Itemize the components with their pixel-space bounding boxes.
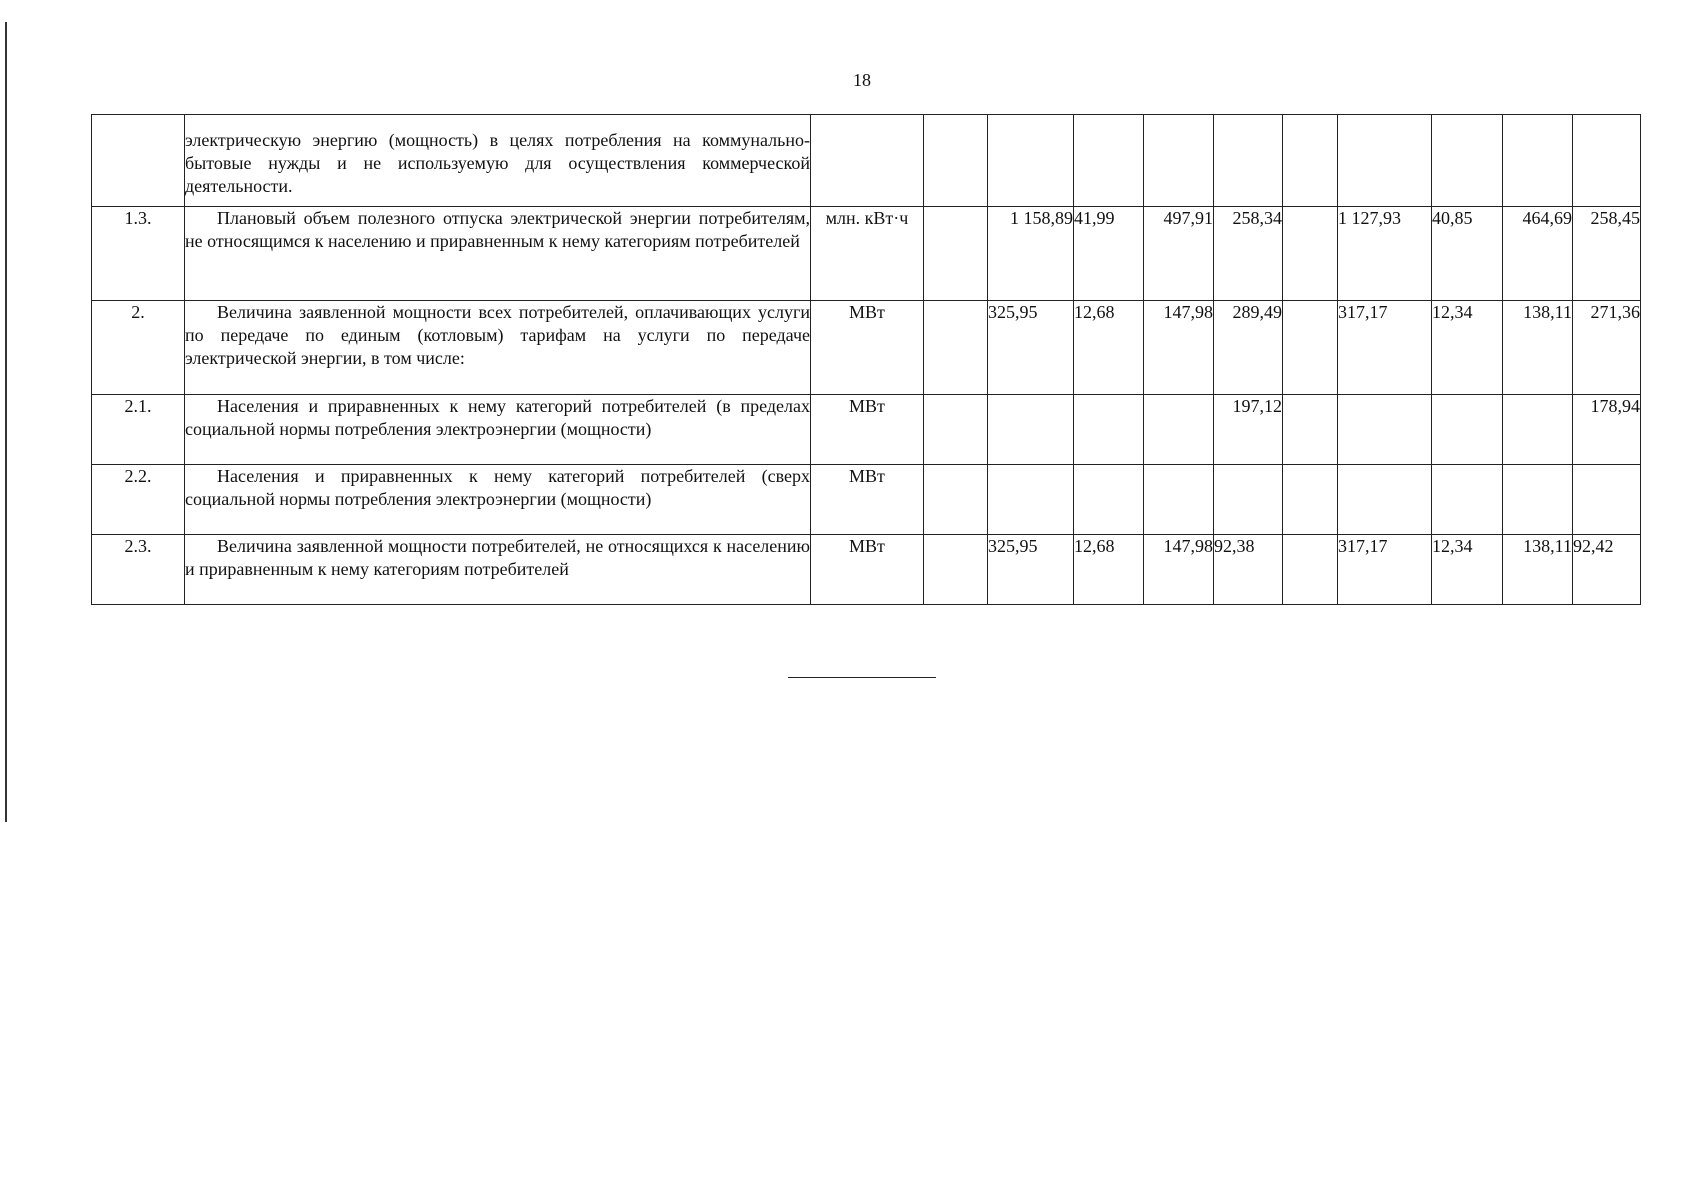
value-cell bbox=[1074, 395, 1144, 465]
value-cell: 92,42 bbox=[1573, 535, 1641, 605]
row-number: 2. bbox=[92, 301, 185, 395]
row-unit: млн. кВт·ч bbox=[811, 207, 924, 301]
table-row bbox=[92, 207, 1641, 301]
value-cell bbox=[1283, 301, 1338, 395]
row-description bbox=[185, 115, 811, 207]
value-cell: 197,12 bbox=[1214, 395, 1283, 465]
row-description-text: Величина заявленной мощности потребителей, не относящихся к населению и приравненным к нему категориям потребителей bbox=[185, 536, 810, 579]
value-cell: 12,68 bbox=[1074, 301, 1144, 395]
value-cell bbox=[1144, 395, 1214, 465]
row-number: 1.3. bbox=[92, 207, 185, 301]
value-cell: 317,17 bbox=[1338, 535, 1432, 605]
value-cell: 464,69 bbox=[1503, 207, 1573, 301]
value-cell: 178,94 bbox=[1573, 395, 1641, 465]
value-cell bbox=[924, 115, 988, 207]
scan-edge-line bbox=[5, 22, 7, 822]
value-cell bbox=[924, 465, 988, 535]
value-cell bbox=[1338, 395, 1432, 465]
value-cell bbox=[1432, 465, 1503, 535]
value-cell bbox=[988, 465, 1074, 535]
value-cell bbox=[1283, 115, 1338, 207]
value-cell bbox=[924, 301, 988, 395]
row-description bbox=[185, 395, 811, 465]
row-description-text: Величина заявленной мощности всех потребителей, оплачивающих услуги по передаче по единым (котловым) тарифам на услуги по передаче электрической энергии, в том числе: bbox=[185, 302, 810, 368]
row-unit: МВт bbox=[811, 301, 924, 395]
value-cell bbox=[988, 115, 1074, 207]
value-cell bbox=[1283, 395, 1338, 465]
row-description-text: Плановый объем полезного отпуска электрической энергии потребителям, не относящимся к населению и приравненным к нему категориям потребителей bbox=[185, 208, 810, 251]
value-cell: 289,49 bbox=[1214, 301, 1283, 395]
table-row bbox=[92, 395, 1641, 465]
value-cell: 1 158,89 bbox=[988, 207, 1074, 301]
value-cell bbox=[1432, 395, 1503, 465]
value-cell: 325,95 bbox=[988, 301, 1074, 395]
value-cell bbox=[1074, 115, 1144, 207]
row-unit: МВт bbox=[811, 465, 924, 535]
row-number bbox=[92, 115, 185, 207]
row-description bbox=[185, 207, 811, 301]
value-cell bbox=[1432, 115, 1503, 207]
value-cell: 271,36 bbox=[1573, 301, 1641, 395]
value-cell bbox=[1283, 465, 1338, 535]
value-cell: 12,34 bbox=[1432, 301, 1503, 395]
value-cell: 497,91 bbox=[1144, 207, 1214, 301]
value-cell bbox=[924, 207, 988, 301]
value-cell: 1 127,93 bbox=[1338, 207, 1432, 301]
row-description-text: Населения и приравненных к нему категорий потребителей (в пределах социальной нормы потребления электроэнергии (мощности) bbox=[185, 396, 810, 439]
value-cell: 138,11 bbox=[1503, 301, 1573, 395]
value-cell bbox=[1214, 465, 1283, 535]
value-cell bbox=[924, 395, 988, 465]
value-cell bbox=[1074, 465, 1144, 535]
row-description bbox=[185, 465, 811, 535]
value-cell bbox=[1338, 115, 1432, 207]
row-description bbox=[185, 301, 811, 395]
row-description bbox=[185, 535, 811, 605]
value-cell: 258,34 bbox=[1214, 207, 1283, 301]
table-row bbox=[92, 115, 1641, 207]
row-unit: МВт bbox=[811, 395, 924, 465]
value-cell: 325,95 bbox=[988, 535, 1074, 605]
value-cell: 40,85 bbox=[1432, 207, 1503, 301]
value-cell bbox=[1144, 465, 1214, 535]
value-cell: 317,17 bbox=[1338, 301, 1432, 395]
value-cell: 258,45 bbox=[1573, 207, 1641, 301]
value-cell bbox=[1503, 395, 1573, 465]
row-description-text: Населения и приравненных к нему категорий потребителей (сверх социальной нормы потребления электроэнергии (мощности) bbox=[185, 466, 810, 509]
value-cell bbox=[1338, 465, 1432, 535]
value-cell bbox=[924, 535, 988, 605]
row-number: 2.2. bbox=[92, 465, 185, 535]
row-description-text: электрическую энергию (мощность) в целях потребления на коммунально-бытовые нужды и не используемую для осуществления коммерческой деятельности. bbox=[185, 130, 810, 196]
value-cell bbox=[1503, 465, 1573, 535]
table-row bbox=[92, 465, 1641, 535]
value-cell: 92,38 bbox=[1214, 535, 1283, 605]
value-cell bbox=[1573, 115, 1641, 207]
data-table bbox=[91, 114, 1641, 605]
value-cell bbox=[1503, 115, 1573, 207]
value-cell bbox=[1573, 465, 1641, 535]
value-cell bbox=[1144, 115, 1214, 207]
closing-rule bbox=[788, 677, 936, 678]
value-cell bbox=[1283, 535, 1338, 605]
value-cell bbox=[1214, 115, 1283, 207]
value-cell bbox=[988, 395, 1074, 465]
value-cell: 12,34 bbox=[1432, 535, 1503, 605]
row-number: 2.3. bbox=[92, 535, 185, 605]
value-cell: 41,99 bbox=[1074, 207, 1144, 301]
value-cell: 12,68 bbox=[1074, 535, 1144, 605]
row-number: 2.1. bbox=[92, 395, 185, 465]
row-unit: МВт bbox=[811, 535, 924, 605]
page-number: 18 bbox=[853, 70, 871, 90]
table-row bbox=[92, 301, 1641, 395]
value-cell: 147,98 bbox=[1144, 301, 1214, 395]
value-cell: 147,98 bbox=[1144, 535, 1214, 605]
value-cell: 138,11 bbox=[1503, 535, 1573, 605]
value-cell bbox=[1283, 207, 1338, 301]
row-unit bbox=[811, 115, 924, 207]
table-row bbox=[92, 535, 1641, 605]
